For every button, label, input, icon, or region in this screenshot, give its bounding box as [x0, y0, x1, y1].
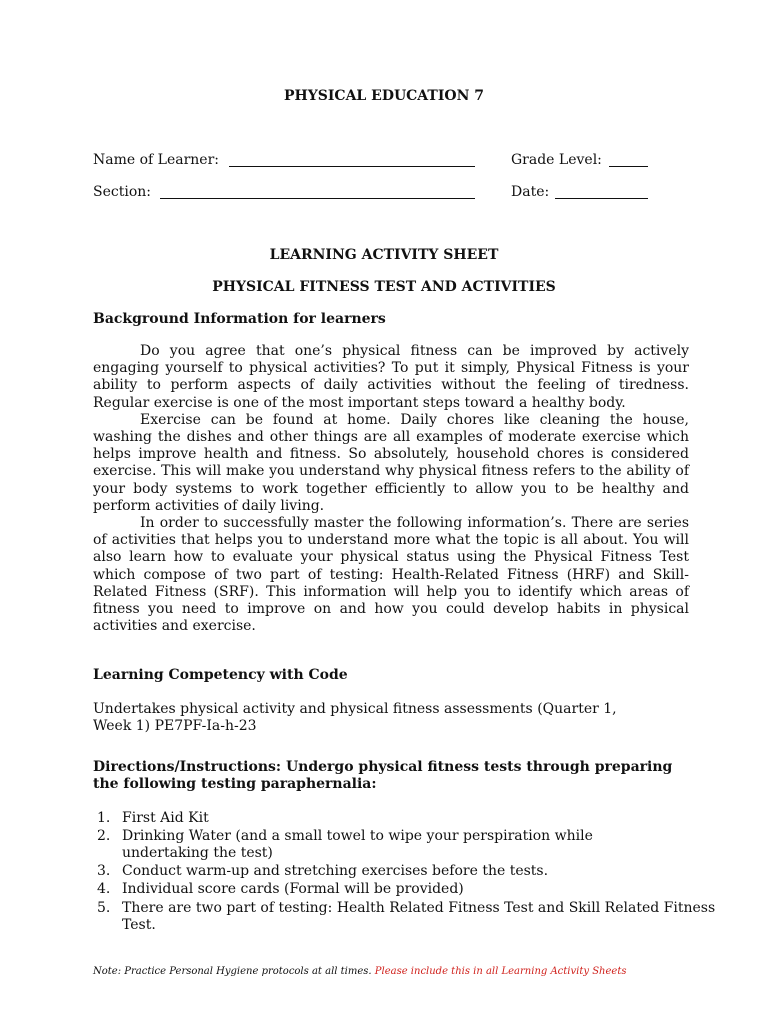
competency-line: Undertakes physical activity and physical fitness assessments (Quarter 1,: [93, 701, 617, 717]
sheet-title: LEARNING ACTIVITY SHEET: [269, 247, 499, 263]
list-text: First Aid Kit: [122, 810, 209, 826]
list-text: Individual score cards (Formal will be provided): [122, 881, 464, 898]
list-item: [93, 863, 693, 880]
list-text: Conduct warm-up and stretching exercises before the tests.: [122, 863, 549, 880]
competency-text: [93, 701, 617, 735]
background-heading: Background Information for learners: [93, 311, 386, 327]
note-text: Note: Practice Personal Hygiene protocols at all times.: [93, 966, 372, 977]
page-title: PHYSICAL EDUCATION 7: [284, 88, 484, 104]
list-number: 3.: [97, 863, 111, 880]
list-number: 5.: [97, 899, 111, 916]
grade-level-field[interactable]: [609, 152, 648, 167]
competency-heading: Learning Competency with Code: [93, 667, 348, 683]
directions-heading-line: the following testing paraphernalia:: [93, 776, 377, 793]
directions-heading: [93, 759, 672, 793]
paraphernalia-list: [93, 810, 716, 935]
sheet-subtitle: PHYSICAL FITNESS TEST AND ACTIVITIES: [212, 279, 556, 295]
list-number: 1.: [97, 810, 111, 826]
background-body: [93, 343, 689, 635]
grade-level-label: Grade Level:: [511, 152, 602, 168]
footer-note: [93, 966, 626, 977]
background-paragraph: Exercise can be found at home. Daily chores like cleaning the house, washing the dishes and other things are all examples of moderate exercise which helps improve health and fitness. So absolutely, household chores is considered exercise. This will make you understand why physical fitness refers to the ability of your body systems to work together efficiently to allow you to be healthy and perform activities of daily living.: [93, 411, 689, 514]
name-label: Name of Learner:: [93, 152, 219, 168]
background-paragraph: Do you agree that one’s physical fitness can be improved by actively engaging yourself to physical activities? To put it simply, Physical Fitness is your ability to perform aspects of daily activities without the feeling of tiredness. Regular exercise is one of the most important steps toward a healthy body.: [93, 343, 689, 411]
name-field[interactable]: [229, 152, 475, 167]
list-item: [93, 881, 693, 898]
background-paragraph: In order to successfully master the following information’s. There are series of activities that helps you to understand more what the topic is all about. You will also learn how to evaluate your physical status using the Physical Fitness Test which compose of two part of testing: Health-Related Fitness (HRF) and Skill-Related Fitness (SRF). This information will help you to identify which areas of fitness you need to improve on and how you could develop habits in physical activities and exercise.: [93, 515, 689, 635]
list-text: There are two part of testing: Health Related Fitness Test and Skill Related Fitness Test.: [122, 899, 716, 933]
list-number: 4.: [97, 881, 111, 898]
section-label: Section:: [93, 184, 151, 200]
date-field[interactable]: [555, 184, 648, 199]
list-item: [93, 900, 718, 934]
date-label: Date:: [511, 184, 550, 200]
list-item: [93, 810, 693, 827]
directions-heading-line: Directions/Instructions: Undergo physical fitness tests through preparing: [93, 759, 673, 775]
section-field[interactable]: [160, 184, 475, 199]
list-text: Drinking Water (and a small towel to wipe your perspiration while undertaking the test): [122, 828, 593, 862]
competency-code-line: Week 1) PE7PF-Ia-h-23: [93, 718, 257, 735]
list-number: 2.: [97, 828, 111, 845]
list-item: [93, 828, 622, 862]
note-red-text: Please include this in all Learning Activity Sheets: [374, 966, 627, 977]
